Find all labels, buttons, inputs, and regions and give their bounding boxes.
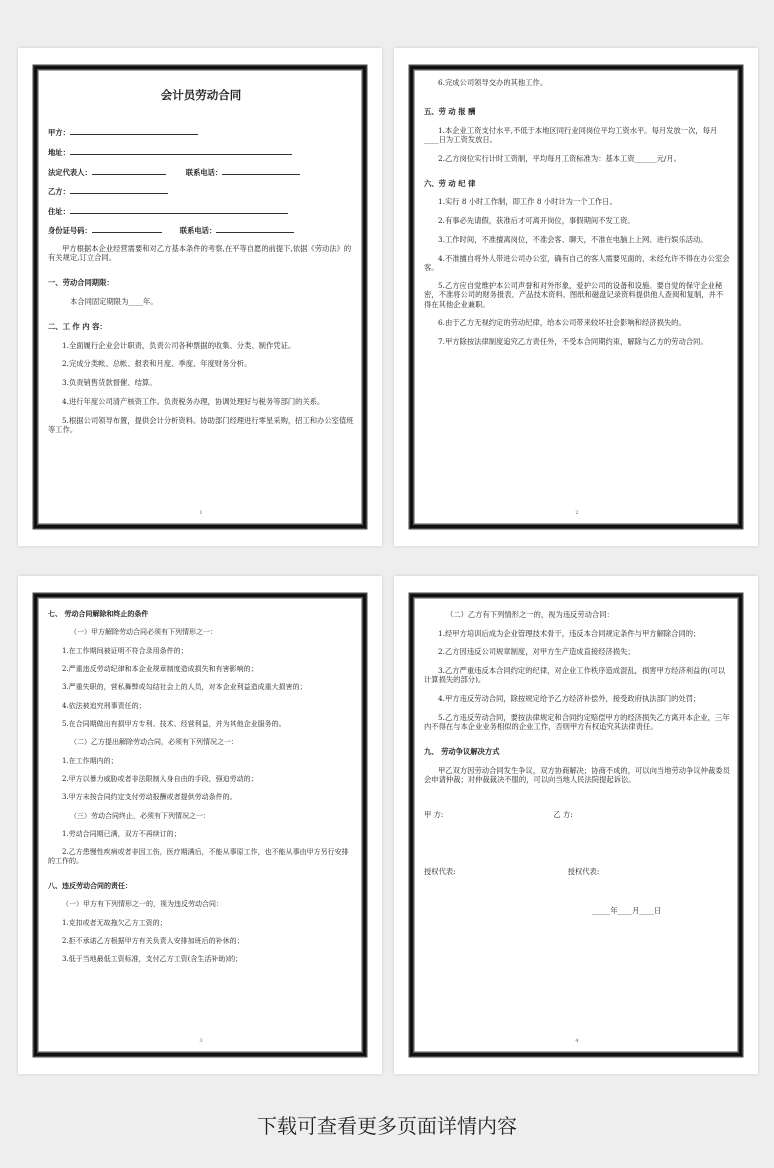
- date-line: _____年____月____日: [592, 905, 662, 915]
- section-5-item: 1.本企业工资支付水平,不低于本地区同行业同岗位平均工资水平。每月发放一次，每月____日为工资发放日。: [424, 125, 718, 144]
- section-7-line: （三）劳动合同终止，必须有下列情况之一：: [70, 811, 210, 820]
- page-2-content: [424, 78, 730, 516]
- page-number: 2: [575, 509, 579, 516]
- section-7-line: 5.在合同期做出有损甲方专利、技术、经营利益，并为其他企业服务的。: [62, 720, 286, 729]
- page-number: 3: [199, 1037, 203, 1044]
- section-5-title: 五、劳 动 报 酬: [424, 107, 476, 117]
- section-8-line: 3.低于当地最低工资标准，支付乙方工资(含生活补助)的；: [62, 955, 243, 964]
- section-7-line: 3.甲方未按合同约定支付劳动报酬或者提供劳动条件的。: [62, 793, 237, 802]
- section-7-line: 2.甲方以暴力威胁或者非法限制人身自由的手段，强迫劳动的；: [62, 775, 258, 784]
- section-8-line: 2.乙方因违反公司规章制度，对甲方生产造成直接经济损失；: [438, 647, 635, 657]
- section-8-line: 2.拒不承诺乙方根据甲方有关负责人安排加班后的补休的；: [62, 937, 244, 945]
- section-1-text: 本合同固定期限为____年。: [70, 296, 158, 306]
- section-6-item: 6.由于乙方无视约定的劳动纪律，给本公司带来较坏社会影响和经济损失的。: [438, 318, 686, 328]
- section-1-title: 一、劳动合同期限：: [48, 278, 114, 288]
- section-2-item: 5.根据公司领导布置，提供会计分析资料。协助部门经理进行零星采购，招工和办公室值班等工作。: [48, 415, 354, 434]
- page-3-content: [48, 606, 354, 1044]
- section-2-item: 6.完成公司领导交办的其他工作。: [438, 78, 548, 87]
- section-2-item: 4.进行年度公司清产核资工作。负责税务办理，协调处理好与税务等部门的关系。: [62, 396, 325, 406]
- authorized-row: [424, 867, 730, 876]
- document-page-4: [394, 576, 758, 1074]
- section-7-line: 1.劳动合同期已满，双方不再续订的；: [62, 830, 181, 839]
- page-1-content: [48, 78, 354, 516]
- party-a-label: 甲方：: [48, 128, 70, 138]
- address-b-blank: [70, 205, 288, 214]
- section-8-line: 4.甲方违反劳动合同，除按规定给予乙方经济补偿外，接受政府执法部门的处罚；: [438, 693, 701, 703]
- party-a-blank: [70, 126, 198, 135]
- section-5-item: 2.乙方岗位实行计时工资制，平均每月工资标准为：基本工资______元/月。: [438, 153, 681, 163]
- phone-b-blank: [216, 224, 294, 233]
- phone-b-label: 联系电话：: [179, 226, 217, 236]
- page-4-content: [424, 606, 730, 1044]
- page-number: 1: [199, 509, 203, 516]
- section-7-line: 1.在工作期内的；: [62, 756, 118, 765]
- section-8-line: 1.经甲方培训后成为企业管理技术骨干，违反本合同规定条件与甲方解除合同的；: [438, 628, 701, 638]
- document-page-3: [18, 576, 382, 1074]
- section-8-line: 5.乙方违反劳动合同，要按法律规定和合同约定赔偿甲方的经济损失乙方离开本企业，三年内不得在与本企业业务相似的企业工作，否则甲方有权追究其法律责任。: [424, 712, 730, 731]
- address-b-label: 住址：: [48, 206, 70, 216]
- phone-a-blank: [222, 166, 300, 175]
- section-9-text: 甲乙双方因劳动合同发生争议，双方协商解决；协商不成的，可以向当地劳动争议仲裁委员会申请仲裁；对仲裁裁决不服的，可以向当地人民法院提起诉讼。: [424, 765, 730, 784]
- section-6-item: 7.甲方除按法律制度追究乙方责任外，不受本合同期约束，解除与乙方的劳动合同。: [438, 336, 708, 346]
- section-7-line: 3.严重失职的，营私舞弊或勾结社会上的人员，对本企业利益造成重大损害的；: [62, 683, 307, 692]
- address-a-blank: [70, 146, 292, 155]
- section-7-line: 2.严重违反劳动纪律和本企业规章制度造成损失和有害影响的；: [62, 665, 258, 674]
- section-8-line: 3.乙方严重违反本合同约定的纪律，对企业工作秩序造成混乱，损害甲方经济利益的(可以计算损失的部分)。: [424, 666, 726, 685]
- download-more-caption: 下载可查看更多页面详情内容: [257, 1114, 517, 1138]
- party-b-label: 乙方：: [48, 187, 70, 197]
- section-6-item: 2.有事必先请假，获准后才可离开岗位，事假期间不发工资。: [438, 216, 635, 226]
- section-6-item: 4.不准擅自将外人带进公司办公室，确有自己的客人需要见面的，未经允许不得在办公室会客。: [424, 253, 730, 272]
- party-b-authorized: 授权代表:: [567, 866, 600, 876]
- section-7-line: 1.在工作期间被证明不符合录用条件的；: [62, 646, 188, 655]
- address-a-label: 地址：: [48, 147, 70, 157]
- section-8-title: 八、违反劳动合同的责任：: [48, 880, 132, 890]
- section-7-line: （一）甲方解除劳动合同必须有下列情形之一：: [70, 628, 217, 637]
- section-2-title: 二、工 作 内 容：: [48, 322, 107, 332]
- page-number: 4: [575, 1037, 579, 1044]
- section-6-item: 5.乙方应自觉维护本公司声誉和对外形象，爱护公司的设备和设施。要自觉的保守企业秘密，不准将公司的财务报表、产品技术资料、图纸和磁盘记录资料提供他人查阅和复制，并不得在其他企业兼职。: [424, 281, 724, 309]
- section-2-item: 2.完成分类帐、总帐、报表和月度、季度、年度财务分析。: [62, 359, 252, 369]
- section-8-line: （一）甲方有下列情形之一的，视为违反劳动合同：: [62, 900, 223, 909]
- section-9-title: 九、 劳动争议解决方式: [424, 746, 500, 756]
- legal-rep-blank: [92, 166, 166, 175]
- contract-title: 会计员劳动合同: [160, 88, 242, 102]
- section-2-item: 1.全面履行企业会计职责，负责公司各种票据的收集、分类、制作凭证。: [62, 340, 296, 350]
- section-6-title: 六、劳 动 纪 律: [424, 178, 476, 188]
- id-no-blank: [92, 224, 162, 233]
- section-8-line: 1.克扣或者无故拖欠乙方工资的；: [62, 918, 167, 927]
- section-6-item: 3.工作时间，不准擅离岗位，不准会客、聊天，不准在电脑上上网、进行娱乐活动。: [438, 234, 708, 244]
- section-7-line: 4.依法被追究刑事责任的；: [62, 701, 146, 710]
- phone-a-label: 联系电话：: [185, 167, 223, 177]
- section-7-line: 2.乙方患慢性疾病或者非因工伤，医疗期满后，不能从事原工作，也不能从事由甲方另行安排的工作的。: [48, 848, 349, 866]
- party-b-blank: [70, 185, 168, 194]
- section-6-item: 1.实行 8 小时工作制，即工作 8 小时计为一个工作日。: [438, 197, 617, 207]
- section-7-line: （二）乙方提出解除劳动合同，必须有下列情况之一：: [70, 738, 238, 747]
- party-a-signature: 甲 方:: [424, 809, 444, 819]
- legal-rep-label: 法定代表人：: [48, 167, 92, 177]
- id-no-label: 身份证号码：: [48, 226, 92, 236]
- intro-paragraph: 甲方根据本企业经营需要和对乙方基本条件的考察,在平等自愿的前提下,依据《劳动法》的有关规定,订立合同。: [48, 244, 352, 263]
- signature-row: [424, 810, 730, 819]
- section-8-line: （二）乙方有下列情形之一的，视为违反劳动合同：: [446, 610, 614, 619]
- section-2-item: 3.负责销售货款督催、结算。: [62, 378, 157, 388]
- party-a-authorized: 授权代表:: [424, 866, 456, 876]
- section-7-title: 七、 劳动合同解除和终止的条件: [48, 609, 149, 618]
- document-page-1: [18, 48, 382, 546]
- document-page-2: [394, 48, 758, 546]
- party-b-signature: 乙 方:: [553, 809, 573, 819]
